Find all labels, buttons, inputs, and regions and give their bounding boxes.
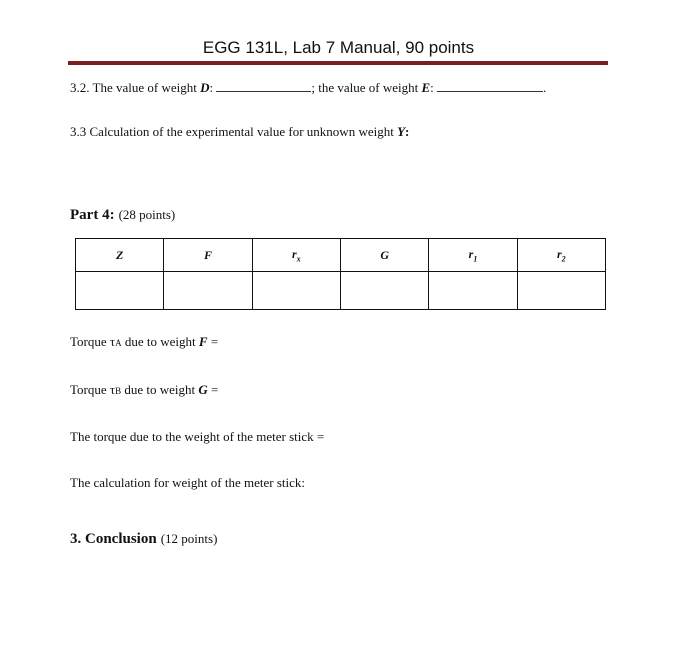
weight-d-prefix: 3.2. The value of weight <box>70 80 201 95</box>
torque-a-weight: F <box>198 334 208 349</box>
calc-unknown-text: 3.3 Calculation of the experimental value for unknown weight <box>70 124 398 139</box>
cell-z-value[interactable] <box>76 272 164 310</box>
header-cell-z <box>76 239 164 272</box>
meter-stick-torque-line: The torque due to the weight of the meter stick = <box>70 429 325 444</box>
cell-r1-value[interactable] <box>429 272 517 310</box>
weight-e-blank[interactable] <box>437 80 543 92</box>
weight-d-colon: : <box>209 80 214 95</box>
header-f-label: F <box>203 247 212 262</box>
header-cell-r2 <box>517 239 605 272</box>
weight-values-line <box>70 80 546 96</box>
weight-d-blank[interactable] <box>216 80 311 92</box>
header-r1-subscript: 1 <box>473 254 478 264</box>
torque-b-mid: due to weight <box>121 382 199 397</box>
conclusion-heading <box>70 530 217 548</box>
header-g-label: G <box>380 247 389 262</box>
tau-b-subscript: B <box>115 386 122 396</box>
tau-a-symbol: τ <box>109 334 116 349</box>
weight-y-colon: : <box>405 124 410 139</box>
header-rx-label: r <box>291 246 297 261</box>
cell-rx-value[interactable] <box>252 272 340 310</box>
weight-y-symbol: Y <box>397 124 406 139</box>
cell-f-value[interactable] <box>164 272 252 310</box>
torque-b-line <box>70 382 218 398</box>
torque-a-equals: = <box>207 334 219 349</box>
tau-b-symbol: τ <box>109 382 116 397</box>
torque-b-weight: G <box>198 382 208 397</box>
header-r2-label: r <box>556 246 562 261</box>
torque-b-equals: = <box>207 382 219 397</box>
part4-label: Part 4: <box>70 207 115 223</box>
weight-line-end: . <box>543 80 547 95</box>
header-r1-label: r <box>468 246 474 261</box>
part4-heading <box>70 206 175 224</box>
page-header-title: EGG 131L, Lab 7 Manual, 90 points <box>202 38 475 57</box>
header-cell-f <box>164 239 252 272</box>
header-r2-subscript: 2 <box>561 254 566 264</box>
weight-e-symbol: E <box>421 80 431 95</box>
cell-r2-value[interactable] <box>517 272 605 310</box>
conclusion-points: (12 points) <box>160 531 218 546</box>
header-cell-r1 <box>429 239 517 272</box>
torque-a-line <box>70 334 218 350</box>
header-divider <box>68 61 608 65</box>
cell-g-value[interactable] <box>340 272 428 310</box>
header-cell-rx <box>252 239 340 272</box>
table-header-row <box>76 239 606 272</box>
weight-e-colon: : <box>430 80 434 95</box>
data-table <box>75 238 606 310</box>
torque-a-prefix: Torque <box>70 334 110 349</box>
part4-points: (28 points) <box>118 207 176 222</box>
tau-a-subscript: A <box>115 338 122 348</box>
calc-unknown-weight-line <box>70 124 409 140</box>
weight-d-symbol: D <box>200 80 210 95</box>
header-z-label: Z <box>115 247 124 262</box>
meter-stick-calc-line: The calculation for weight of the meter stick: <box>70 475 305 490</box>
torque-b-prefix: Torque <box>70 382 110 397</box>
weight-e-prefix: ; the value of weight <box>311 80 422 95</box>
torque-a-mid: due to weight <box>121 334 199 349</box>
header-cell-g <box>340 239 428 272</box>
table-row <box>76 272 606 310</box>
header-rx-subscript: x <box>296 254 301 264</box>
conclusion-label: 3. Conclusion <box>70 531 157 547</box>
